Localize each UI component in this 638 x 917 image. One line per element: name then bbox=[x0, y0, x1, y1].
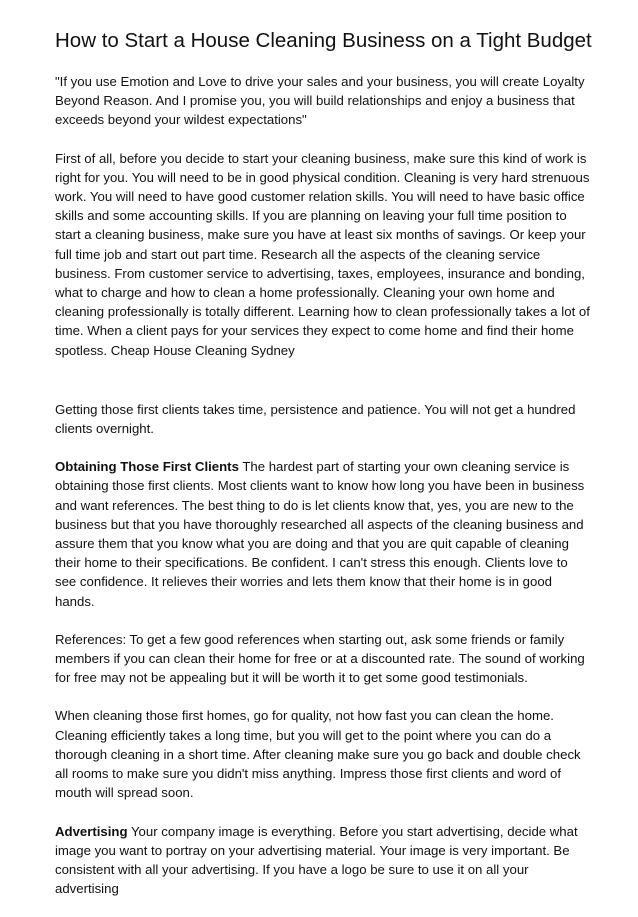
intro-text: First of all, before you decide to start your cleaning business, make sure this kind of work is right for you. You will need to be in good physical condition. Cleaning is very hard strenuous work. You will need to have good customer relation skills. You will need to have basic office skills and some accounting skills. If you are planning on leaving your full time position to start a cleaning business, make sure you have at least six months of savings. Or keep your full time job and start out part time. Research all the aspects of the cleaning service business. From customer service to advertising, taxes, employees, insurance and bonding, what to charge and how to clean a home professionally. Cleaning your own home and cleaning professionally is totally different. Learning how to clean professionally takes a lot of time. When a client pays for your services they expect to come home and find their home spotless. bbox=[55, 150, 590, 358]
obtaining-clients-paragraph bbox=[55, 457, 590, 611]
quality-paragraph: When cleaning those first homes, go for quality, not how fast you can clean the home. Cleaning efficiently takes a long time, but you will get to the point where you can do a thorough cleaning in a short time. After cleaning make sure you go back and double check all rooms to make sure you didn't miss anything. Impress those first clients and word of mouth will spread soon. bbox=[55, 708, 581, 801]
page-title: How to Start a House Cleaning Business on a Tight Budget bbox=[55, 29, 592, 52]
advertising-paragraph bbox=[55, 822, 590, 899]
first-clients-paragraph: Getting those first clients takes time, persistence and patience. You will not get a hundred clients overnight. bbox=[55, 401, 576, 437]
advertising-heading: Advertising bbox=[55, 823, 128, 839]
document-page bbox=[55, 28, 590, 917]
obtaining-clients-text: The hardest part of starting your own cleaning service is obtaining those first clients. Most clients want to know how long you have been in business and want references. The best thing to do is let clients know that, yes, you are new to the business but that you have thoroughly researched all aspects of the cleaning business and assure them that you know what you are doing and that you are quit capable of cleaning their home to their specifications. Be confident. I can't stress this enough. Clients love to see confidence. It relieves their worries and lets them know that their home is in good hands. bbox=[55, 459, 585, 609]
references-paragraph: References: To get a few good references when starting out, ask some friends or family members if you can clean their home for free or at a discounted rate. The sound of working for free may not be appealing but it will be worth it to get some good testimonials. bbox=[55, 631, 585, 686]
intro-link-text: Cheap House Cleaning Sydney bbox=[110, 342, 295, 358]
obtaining-clients-heading: Obtaining Those First Clients bbox=[55, 459, 239, 475]
intro-paragraph bbox=[55, 149, 590, 360]
quote-paragraph: "If you use Emotion and Love to drive your sales and your business, you will create Loyalty Beyond Reason. And I promise you, you will build relationships and enjoy a business that exceeds beyond your wildest expectations" bbox=[55, 74, 585, 128]
advertising-text: Your company image is everything. Before you start advertising, decide what image you want to portray on your advertising material. Your image is very important. Be consistent with all your advertising. If you have a logo be sure to use it on all your advertising bbox=[55, 823, 578, 897]
